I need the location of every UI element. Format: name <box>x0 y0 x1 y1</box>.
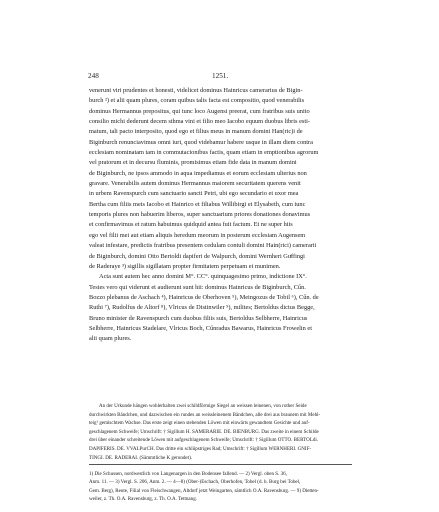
footnote-line: weiler, z. Th. O.A. Ravensburg, z. Th. O.A. Tettnang. <box>89 496 197 503</box>
note-line: teig¹ gemischtem Wachse. Das erste zeigt einen stehenden Löwen mit einwärts gewandtem Gesichte und auf- <box>89 420 310 427</box>
footnote-line: Anm. 11. — 3) Vergl. S. 206, Anm. 2. — 4—8) (Ober-)Eschach, Oberhofen, Tobel (d. h. Burg bei Tobel, <box>89 479 301 486</box>
text-line: Bozzo plebanus de Aschach ⁴), Hainricus de Oberhoven ⁵), Meingozus de Tobil ⁶), Cűn. de <box>89 293 319 301</box>
text-line: venerunt viri prudentes et honesti, videlicet dominus Hainricus camerarius de Bigin- <box>89 87 303 94</box>
text-line: de Biginburch, ne ipsos ammodo in aqua impediamus et eorum ecclesiam ulterius non <box>89 169 307 177</box>
text-line: Testes vero qui viderunt et audierunt sunt hii: dominus Hainricus de Biginburch, Cűn. <box>89 283 306 291</box>
text-line: Bertha cum filiis meis Iacobo et Hainrico et filiabus Willibirgi et Elysabeth, cum tunc <box>89 200 306 208</box>
footnote-line: Gem. Berg), Reute, Filial von Fleischwangen, Altdorf jetzt Weingarten, sämtlich O.A. Ravensburg. — 9) Dietten- <box>89 487 319 494</box>
text-line: vel pratorum et in decursu fluminis, promisimus etiam fide data in manum domini <box>89 159 297 167</box>
text-line: Biginburch renunciavimus omni iuri, quod videbamur habere usque in illam diem contra <box>89 138 313 146</box>
text-line: valeat infestare, predictis fratribus presentem cedulam contuli domini Hain(rici) camerarii <box>89 242 317 250</box>
text-line: alii quam plures. <box>89 335 132 343</box>
text-line: gravare. Venerabilis autem dominus Hermannus maiorem securitatem querens venit <box>89 180 301 188</box>
seal-description <box>89 402 354 462</box>
footnote-divider <box>89 464 352 465</box>
text-line: temporis plures non habuerim liberos, super sanctuarium priores donationes donavimus <box>89 211 311 219</box>
text-line: Acta sunt autem hec anno domini M°. CC°. quinquagesimo primo, indictione IX°. <box>99 273 307 281</box>
note-line: DAPIFERIS. DE. VVALPurCH. Das dritte ein schlüpstriges Rad; Umschrift: † Sigillum WERNHERI. GNIF- <box>89 445 312 452</box>
footnotes <box>89 470 354 504</box>
text-line: ecclesiam nominatam tam in commutacionibus factis, quam etiam in emptionibus agrorum <box>89 149 319 157</box>
text-line: matum, tali pacto interposito, quod ego et filius meus in manum domini Han(ric)i de <box>89 128 303 136</box>
text-line: Bruno minister de Ravenspurch cum duobus filiis suis, Bertoldus Selbherre, Hainricus <box>89 314 308 322</box>
note-line: An der Urkunde hängen wohlerhalten zwei schildförmige Siegel an weissen leinenen, von rother Seide <box>99 403 307 409</box>
footnote-line: 1) Die Schussen, nordwestlich von Langenargen in den Bodensee fallend. — 2) Vergl. oben S. 36, <box>89 471 287 477</box>
note-line: geschlagenem Schweife; Umschrift: † Sigillum H. SAMERARIE. DE. BIENBURG. Das zweite in einem Schilde <box>89 428 319 435</box>
text-line: de Raderaye ³) sigillis sigillatam propter firmitatem perpetuam et munimen. <box>89 262 281 270</box>
page-year: 1251. <box>212 72 229 80</box>
text-line: de Biginburch, domini Otto Bertoldi dapiferi de Walpurch, domini Wernheri Guͤffingi <box>89 252 305 260</box>
text-line: burch ²) et alii quam plures, coram quibus talis facta est compositio, quod venerabilis <box>89 97 305 105</box>
page-number: 248 <box>88 72 99 80</box>
text-line: consilio michi dederunt decem sthma vini et filio meo Iacobo equum duobus libris esti- <box>89 118 310 126</box>
text-line: ego vel filii mei aut etiam aliquis heredum meorum in posterum ecclesiam Augensem <box>89 231 306 239</box>
charter-text <box>89 86 354 345</box>
text-line: Ruthi ⁷), Rudolfus de Altorf ⁸), Vlricus de Distinwiler ⁹), milites; Bertoldus dictus Begge, <box>89 304 315 312</box>
text-line: dominus Hermannus prepositus, qui tunc loco Augensi preerat, cum fratribus suis unito <box>89 107 310 115</box>
text-line: Selbherre, Hainricus Stadelare, Vlricus Boch, Cűnradus Bawarus, Hainricus Frowelin et <box>89 324 312 332</box>
page-header <box>88 72 352 82</box>
note-line: durchwirkten Bändchen, und dazwischen ein rundes an weissleinenem Bändchen, alle drei aus braunem mit Mehl- <box>89 411 321 418</box>
text-line: in urbem Ravenspurch cum sanctuario sancti Petri, ubi ego secundario et uxor mea <box>89 190 299 198</box>
text-line: et confirmavimus et ratum habuimus quidquid antea fuit factum. Et ne super hiis <box>89 221 293 229</box>
note-line: drei über einander schreitende Löwen mit aufgeschlagenem Schweife; Umschrift: † Sigillum OTTO. BERTOLdi. <box>89 437 319 444</box>
note-line: TINGI. DE. RADERAI. (Sämmtliche K gerundet). <box>89 454 193 461</box>
